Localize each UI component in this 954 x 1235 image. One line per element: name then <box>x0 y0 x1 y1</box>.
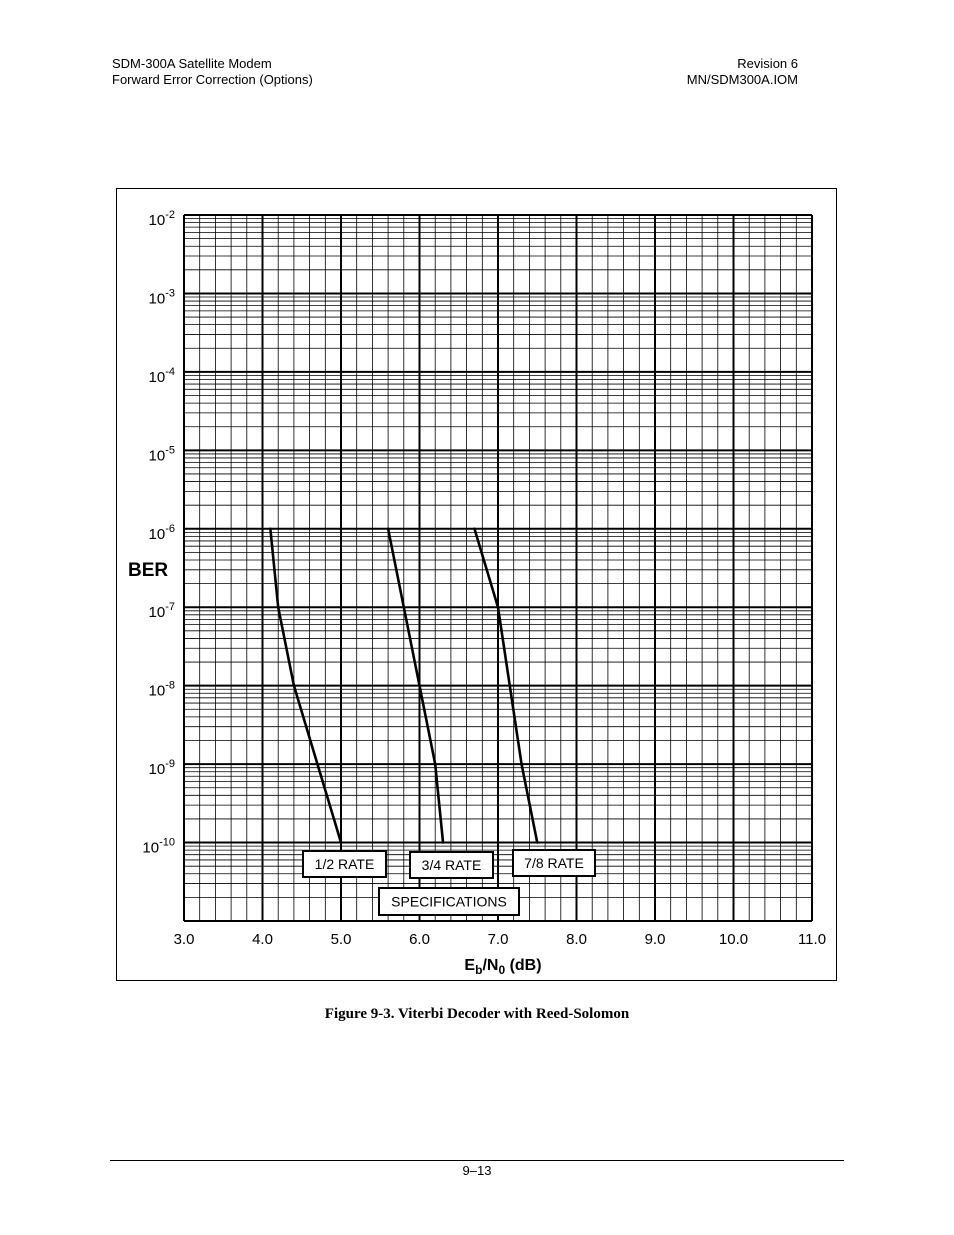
grid <box>184 215 812 921</box>
revision-label: Revision 6 <box>737 56 798 71</box>
x-tick-label: 6.0 <box>409 931 430 948</box>
figure-caption: Figure 9-3. Viterbi Decoder with Reed-Solomon <box>324 1006 630 1022</box>
y-tick-label: $10^{-2}$ <box>148 209 175 229</box>
x-tick-label: 3.0 <box>173 931 195 948</box>
x-axis-label-main: E <box>464 957 476 974</box>
x-tick-label: 4.0 <box>252 931 273 948</box>
y-tick-label: $10^{-6}$ <box>148 522 175 543</box>
document-number: MN/SDM300A.IOM <box>686 72 798 87</box>
header-left <box>112 56 313 88</box>
x-tick-label: 9.0 <box>644 931 666 948</box>
document-title: SDM-300A Satellite Modem <box>112 56 272 71</box>
x-tick-label: 10.0 <box>718 931 749 948</box>
x-tick-label: 7.0 <box>487 931 509 948</box>
ber-chart <box>117 189 836 980</box>
section-title: Forward Error Correction (Options) <box>112 72 313 87</box>
x-axis-label-mid: /N <box>482 957 499 974</box>
annotation-label: 1/2 RATE <box>314 856 375 872</box>
x-tick-label: 11.0 <box>797 931 827 948</box>
footer-rule <box>110 1160 844 1161</box>
y-tick-label: $10^{-3}$ <box>148 287 175 308</box>
x-axis-label-sub2: 0 <box>498 963 506 977</box>
x-axis-label-sub1: b <box>475 963 483 977</box>
header-right <box>600 56 798 88</box>
x-axis-label <box>464 957 541 977</box>
y-tick-label: $10^{-4}$ <box>148 365 175 386</box>
y-tick-label: $10^{-5}$ <box>148 444 175 465</box>
y-tick-label: $10^{-7}$ <box>148 601 175 622</box>
annotation-label: 7/8 RATE <box>524 855 584 871</box>
tick-labels <box>142 209 826 948</box>
y-tick-label: $10^{-9}$ <box>148 758 175 779</box>
annotations <box>303 850 595 915</box>
annotation-label: SPECIFICATIONS <box>391 893 507 910</box>
page-number: 9–13 <box>462 1163 492 1178</box>
x-tick-label: 5.0 <box>330 931 352 948</box>
y-axis-label: BER <box>128 560 169 581</box>
x-axis-label-unit: (dB) <box>505 957 542 974</box>
y-tick-label: $10^{-8}$ <box>148 679 175 700</box>
y-tick-label: $10^{-10}$ <box>142 836 175 857</box>
figure-frame <box>116 188 837 981</box>
x-tick-label: 8.0 <box>566 931 587 948</box>
annotation-label: 3/4 RATE <box>421 857 482 873</box>
